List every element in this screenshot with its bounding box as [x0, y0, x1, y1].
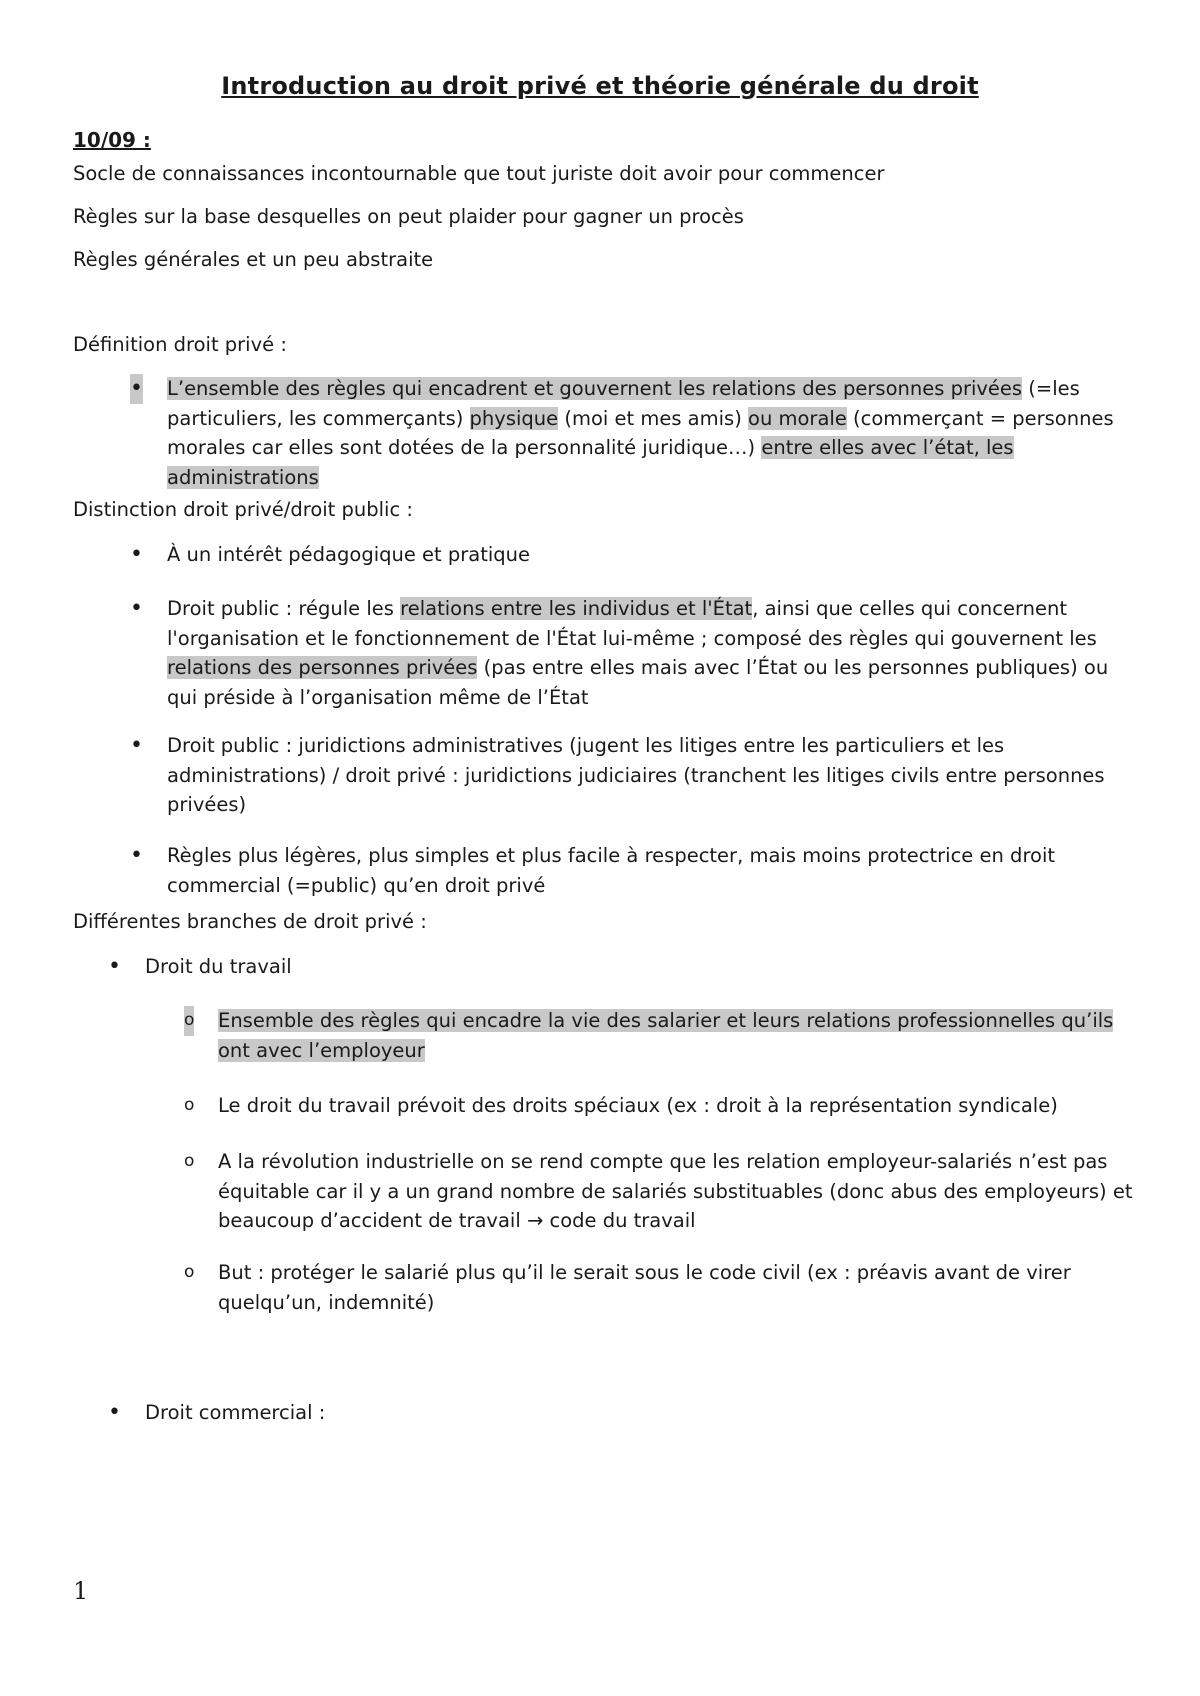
sub-bullet-mark: o: [184, 1006, 194, 1036]
branch-travail: [108, 952, 1125, 982]
intro-line-1: Socle de connaissances incontournable que tout juriste doit avoir pour commencer: [73, 162, 885, 185]
bullet-mark: •: [130, 596, 143, 621]
bullet-mark: •: [130, 843, 143, 868]
document-title: Introduction au droit privé et théorie générale du droit: [221, 72, 979, 100]
sub-bullet-text: But : protéger le salarié plus qu’il le serait sous le code civil (ex : préavis avant de virer quelqu’un, indemnité): [218, 1261, 1071, 1314]
branches-heading: Différentes branches de droit privé :: [73, 910, 427, 933]
bullet-mark: •: [108, 954, 121, 979]
sub-bullet-text: Le droit du travail prévoit des droits spéciaux (ex : droit à la représentation syndicale): [218, 1094, 1058, 1117]
highlighted-text: relations entre les individus et l'État: [400, 597, 753, 620]
highlighted-text: entre elles avec l’état, les administrations: [167, 436, 1014, 489]
text-run: , ainsi que celles qui concernent l'organisation et le fonctionnement de l'État lui-même ; composé des règles qui gouvernent les: [167, 597, 1097, 650]
travail-sub-3: [184, 1147, 1138, 1236]
bullet-text: Règles plus légères, plus simples et plus facile à respecter, mais moins protectrice en droit commercial (=public) qu’en droit privé: [167, 844, 1056, 897]
branch-label: Droit du travail: [145, 955, 292, 978]
distinction-heading: Distinction droit privé/droit public :: [73, 498, 413, 521]
highlighted-text: ou morale: [748, 406, 847, 430]
definition-bullet: [130, 374, 1127, 492]
bullet-text: Droit public : juridictions administratives (jugent les litiges entre les particuliers et les administrations) / droit privé : juridictions judiciaires (tranchent les litiges civils entre personnes privées): [167, 734, 1105, 816]
travail-sub-1: [184, 1006, 1138, 1065]
text-run: Droit public : régule les: [167, 597, 401, 620]
sub-bullet-text: A la révolution industrielle on se rend compte que les relation employeur-salariés n’est pas équitable car il y a un grand nombre de salariés substituables (donc abus des employeurs) et beaucoup d’accident de travail → code du travail: [218, 1150, 1133, 1232]
highlighted-text: Ensemble des règles qui encadre la vie des salarier et leurs relations professionnelles qu’ils ont avec l’employeur: [218, 1009, 1114, 1062]
bullet-mark: •: [130, 542, 143, 567]
highlighted-text: physique: [469, 406, 559, 430]
branch-commercial: [108, 1398, 1125, 1428]
sub-bullet-mark: o: [184, 1095, 195, 1115]
distinction-bullet-4: [130, 841, 1127, 900]
date-heading: 10/09 :: [73, 128, 151, 152]
distinction-bullet-3: [130, 731, 1127, 820]
intro-line-2: Règles sur la base desquelles on peut plaider pour gagner un procès: [73, 205, 744, 228]
distinction-bullet-2: [130, 594, 1127, 712]
sub-bullet-mark: o: [184, 1262, 195, 1282]
text-run: (commerçant = personnes morales car elles sont dotées de la personnalité juridique…): [167, 406, 1114, 459]
travail-sub-4: [184, 1258, 1138, 1317]
travail-sub-2: [184, 1091, 1138, 1121]
text-run: (moi et mes amis): [558, 406, 749, 430]
page-number: 1: [73, 1577, 89, 1605]
distinction-bullet-1: [130, 540, 1127, 570]
text-run: (=les particuliers, les commerçants): [167, 377, 1080, 430]
sub-bullet-mark: o: [184, 1151, 195, 1171]
intro-line-3: Règles générales et un peu abstraite: [73, 248, 434, 271]
branch-label: Droit commercial :: [145, 1401, 326, 1424]
definition-heading: Définition droit privé :: [73, 333, 287, 356]
bullet-text: À un intérêt pédagogique et pratique: [167, 543, 531, 566]
highlighted-text: L’ensemble des règles qui encadrent et gouvernent les relations des personnes privées: [167, 377, 1023, 400]
text-run: (pas entre elles mais avec l’État ou les personnes publiques) ou qui préside à l’organisation même de l’État: [167, 656, 1109, 709]
bullet-mark: •: [108, 1400, 121, 1425]
bullet-mark: •: [130, 733, 143, 758]
bullet-mark: •: [130, 374, 143, 404]
highlighted-text: relations des personnes privées: [167, 656, 478, 679]
